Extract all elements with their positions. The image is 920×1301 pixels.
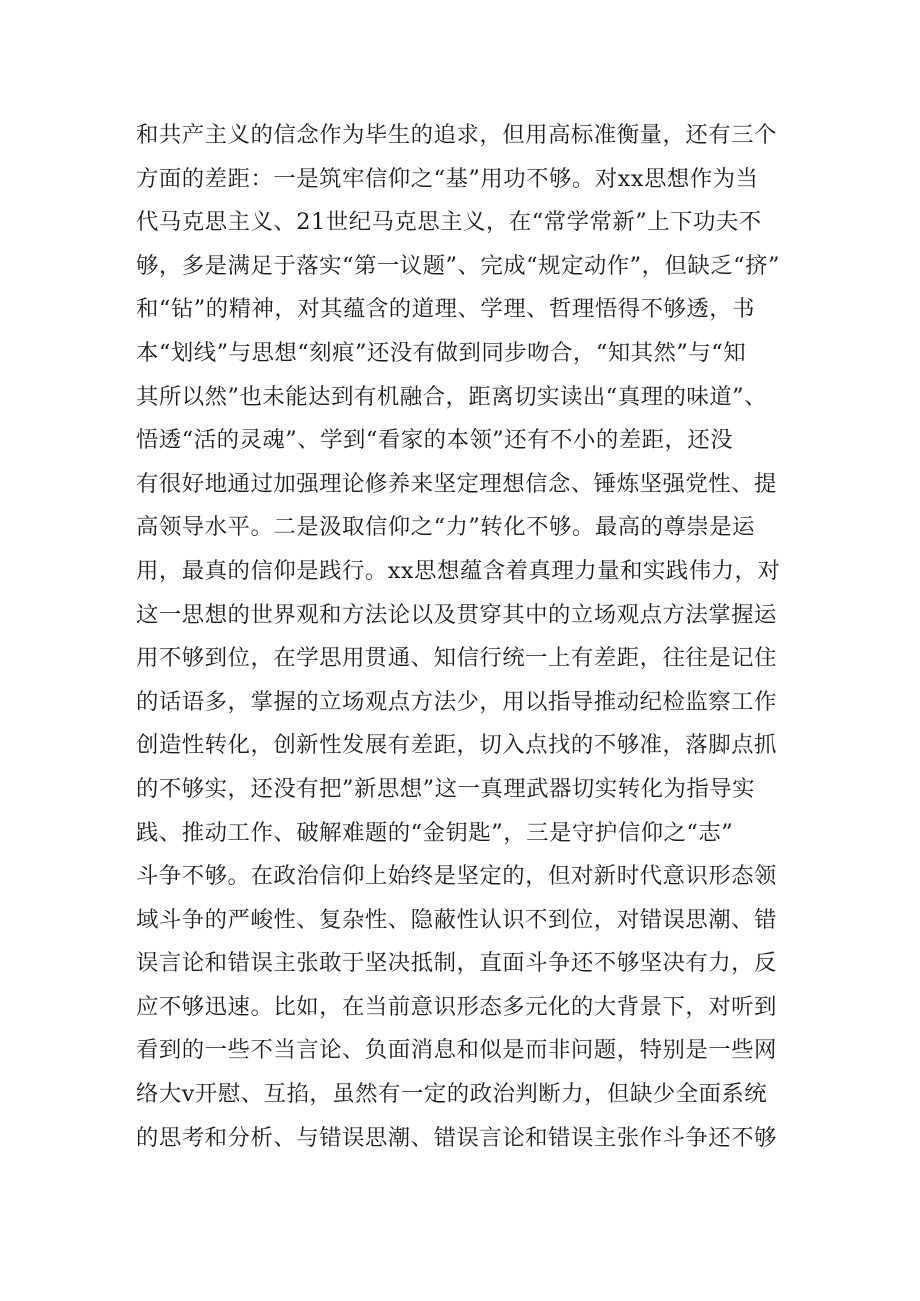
text-line: 方面的差距：一是筑牢信仰之“基”用功不够。对xx思想作为当 (136, 165, 759, 192)
text-line: 代马克思主义、21世纪马克思主义，在“常学常新”上下功夫不 (136, 209, 762, 236)
text-line: 和共产主义的信念作为毕生的追求，但用高标准衡量，还有三个 (136, 122, 777, 148)
text-line: 应不够迅速。比如，在当前意识形态多元化的大背景下，对听到 (136, 993, 777, 1020)
text-line: 有很好地通过加强理论修养来坚定理想信念、锤炼坚强党性、提 (136, 470, 777, 497)
text-line: 误言论和错误主张敢于坚决抵制，直面斗争还不够坚决有力，反 (136, 950, 777, 977)
text-line: 本“划线”与思想“刻痕”还没有做到同步吻合，“知其然”与“知 (136, 339, 747, 366)
text-line: 创造性转化，创新性发展有差距，切入点找的不够准，落脚点抓 (136, 732, 777, 759)
text-line: 的思考和分析、与错误思潮、错误言论和错误主张作斗争还不够 (136, 1124, 777, 1151)
text-line: 用不够到位，在学思用贯通、知信行统一上有差距，往往是记住 (136, 645, 777, 672)
text-line: 域斗争的严峻性、复杂性、隐蔽性认识不到位，对错误思潮、错 (136, 906, 777, 933)
text-line: 践、推动工作、破解难题的“金钥匙”，三是守护信仰之“志” (136, 819, 734, 846)
text-line: 看到的一些不当言论、负面消息和似是而非问题，特别是一些网 (136, 1037, 777, 1064)
text-line: 其所以然”也未能达到有机融合，距离切实读出“真理的味道”、 (136, 383, 767, 410)
text-line: 的话语多，掌握的立场观点方法少，用以指导推动纪检监察工作 (136, 688, 777, 715)
text-line: 的不够实，还没有把”新思想”这一真理武器切实转化为指导实 (136, 775, 756, 802)
text-line: 这一思想的世界观和方法论以及贯穿其中的立场观点方法掌握运 (136, 601, 777, 628)
text-line: 和“钻”的精神，对其蕴含的道理、学理、哲理悟得不够透，书 (136, 296, 756, 323)
text-line: 络大v开慰、互掐，虽然有一定的政治判断力，但缺少全面系统 (136, 1081, 768, 1108)
text-line: 高领导水平。二是汲取信仰之“力”转化不够。最高的尊崇是运 (136, 514, 756, 541)
text-line: 斗争不够。在政治信仰上始终是坚定的，但对新时代意识形态领 (136, 863, 777, 890)
text-line: 悟透“活的灵魂”、学到“看家的本领”还有不小的差距，还没 (136, 427, 734, 454)
text-line: 用，最真的信仰是践行。xx思想蕴含着真理力量和实践伟力，对 (136, 557, 781, 584)
body-paragraph (136, 114, 816, 1160)
text-line: 够，多是满足于落实“第一议题”、完成“规定动作”，但缺乏“挤” (136, 252, 780, 279)
